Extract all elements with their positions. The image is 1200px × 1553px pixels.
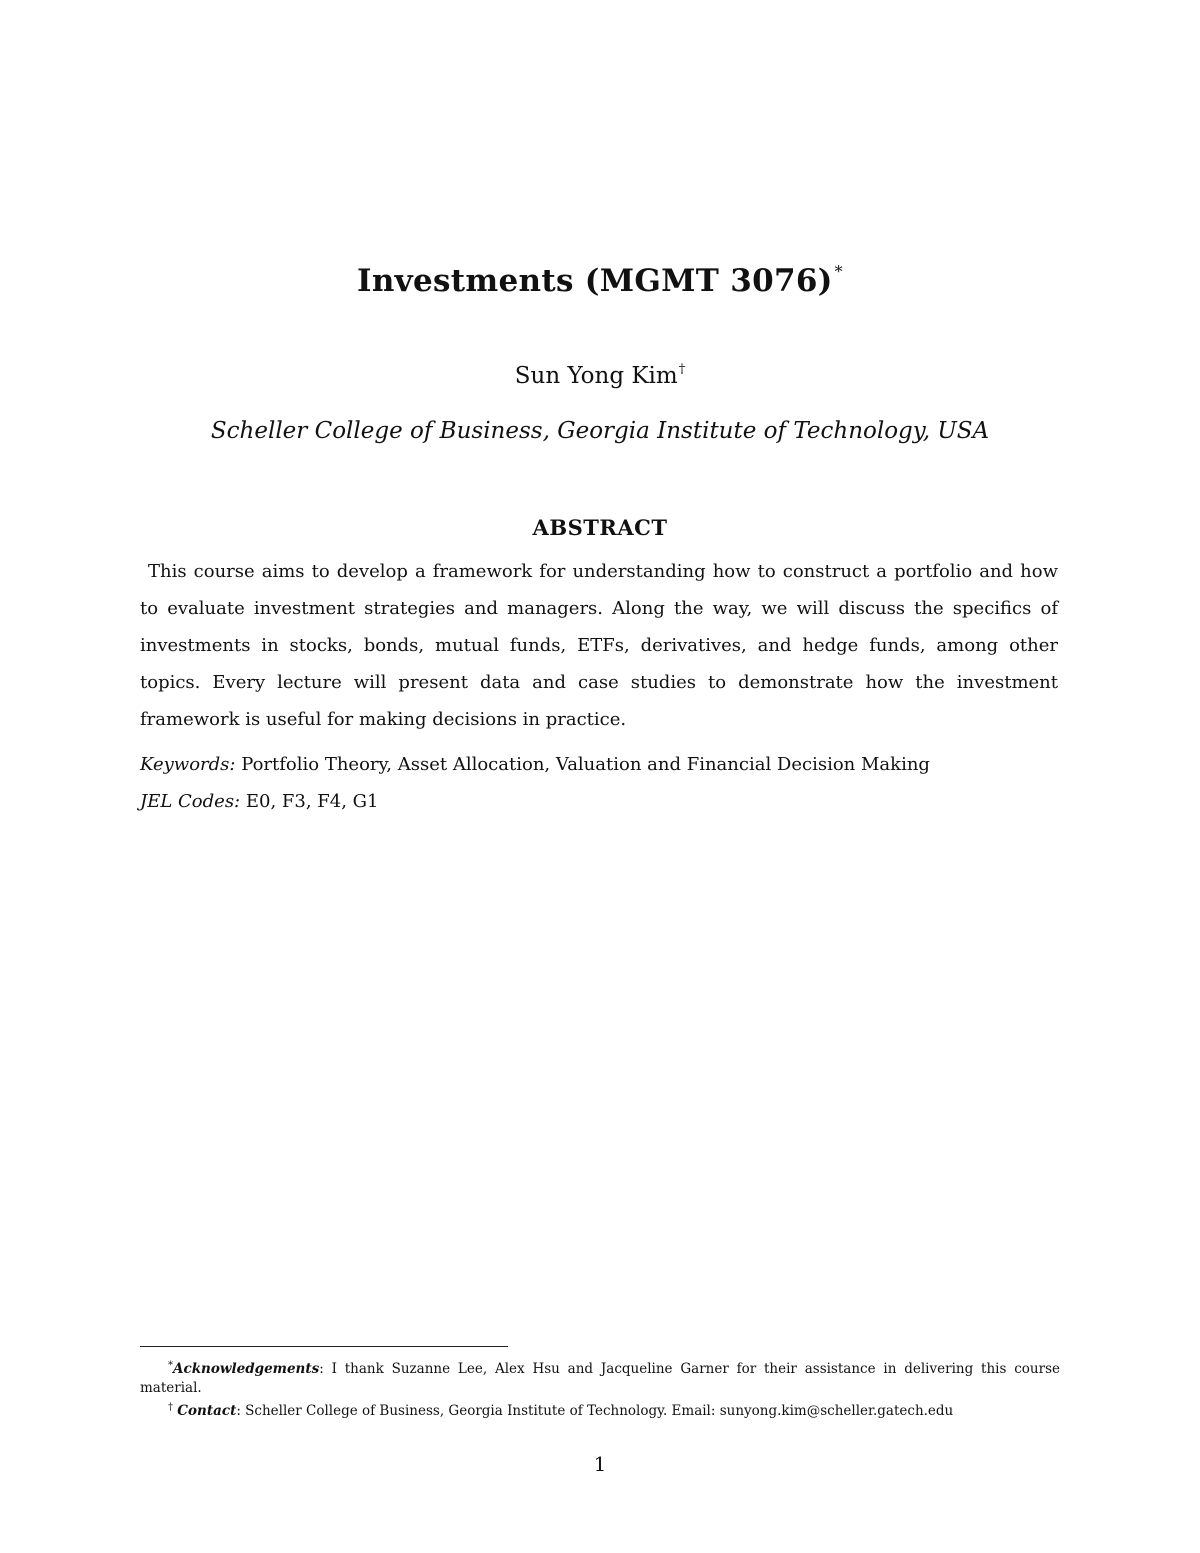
abstract-body: This course aims to develop a framework for understanding how to construct a portfolio and how to evaluate investment strategies and managers. Along the way, we will discuss the specifics of investments in stocks, bonds, mutual funds, ETFs, derivatives, and hedge funds, among other topics. Every lecture will present data and case studies to demonstrate how the investment framework is useful for making decisions in practice. (140, 561, 1058, 730)
jel-codes-text: E0, F3, F4, G1 (245, 791, 379, 812)
footnote-mark: † (168, 1402, 173, 1413)
footnote-label: Acknowledgements (173, 1361, 320, 1377)
footnote-text: : Scheller College of Business, Georgia Institute of Technology. Email: sunyong.kim@scheller.gatech.edu (236, 1403, 954, 1419)
footnote-acknowledgements (140, 1356, 1060, 1398)
title-text: Investments (MGMT 3076) (357, 263, 833, 299)
paper-title (0, 262, 1200, 299)
author-name (0, 362, 1200, 389)
footnote-text: : I thank Suzanne Lee, Alex Hsu and Jacqueline Garner for their assistance in delivering this course material. (140, 1361, 1060, 1396)
author-footnote-mark: † (678, 362, 686, 377)
abstract-heading: ABSTRACT (532, 515, 668, 540)
title-footnote-mark: * (834, 262, 843, 281)
author-text: Sun Yong Kim (514, 363, 678, 389)
footnote-label: Contact (177, 1403, 237, 1419)
affiliation: Scheller College of Business, Georgia Institute of Technology, USA (210, 418, 990, 444)
keywords-label: Keywords: (140, 754, 236, 775)
footnote-contact (140, 1398, 1060, 1421)
keywords-line (140, 754, 1058, 775)
keywords-text: Portfolio Theory, Asset Allocation, Valuation and Financial Decision Making (241, 754, 930, 775)
jel-codes-label: JEL Codes: (140, 791, 241, 812)
footnote-divider (140, 1346, 508, 1347)
footnote-mark: * (168, 1360, 173, 1371)
page-number: 1 (593, 1452, 607, 1476)
jel-codes-line (140, 791, 1058, 812)
